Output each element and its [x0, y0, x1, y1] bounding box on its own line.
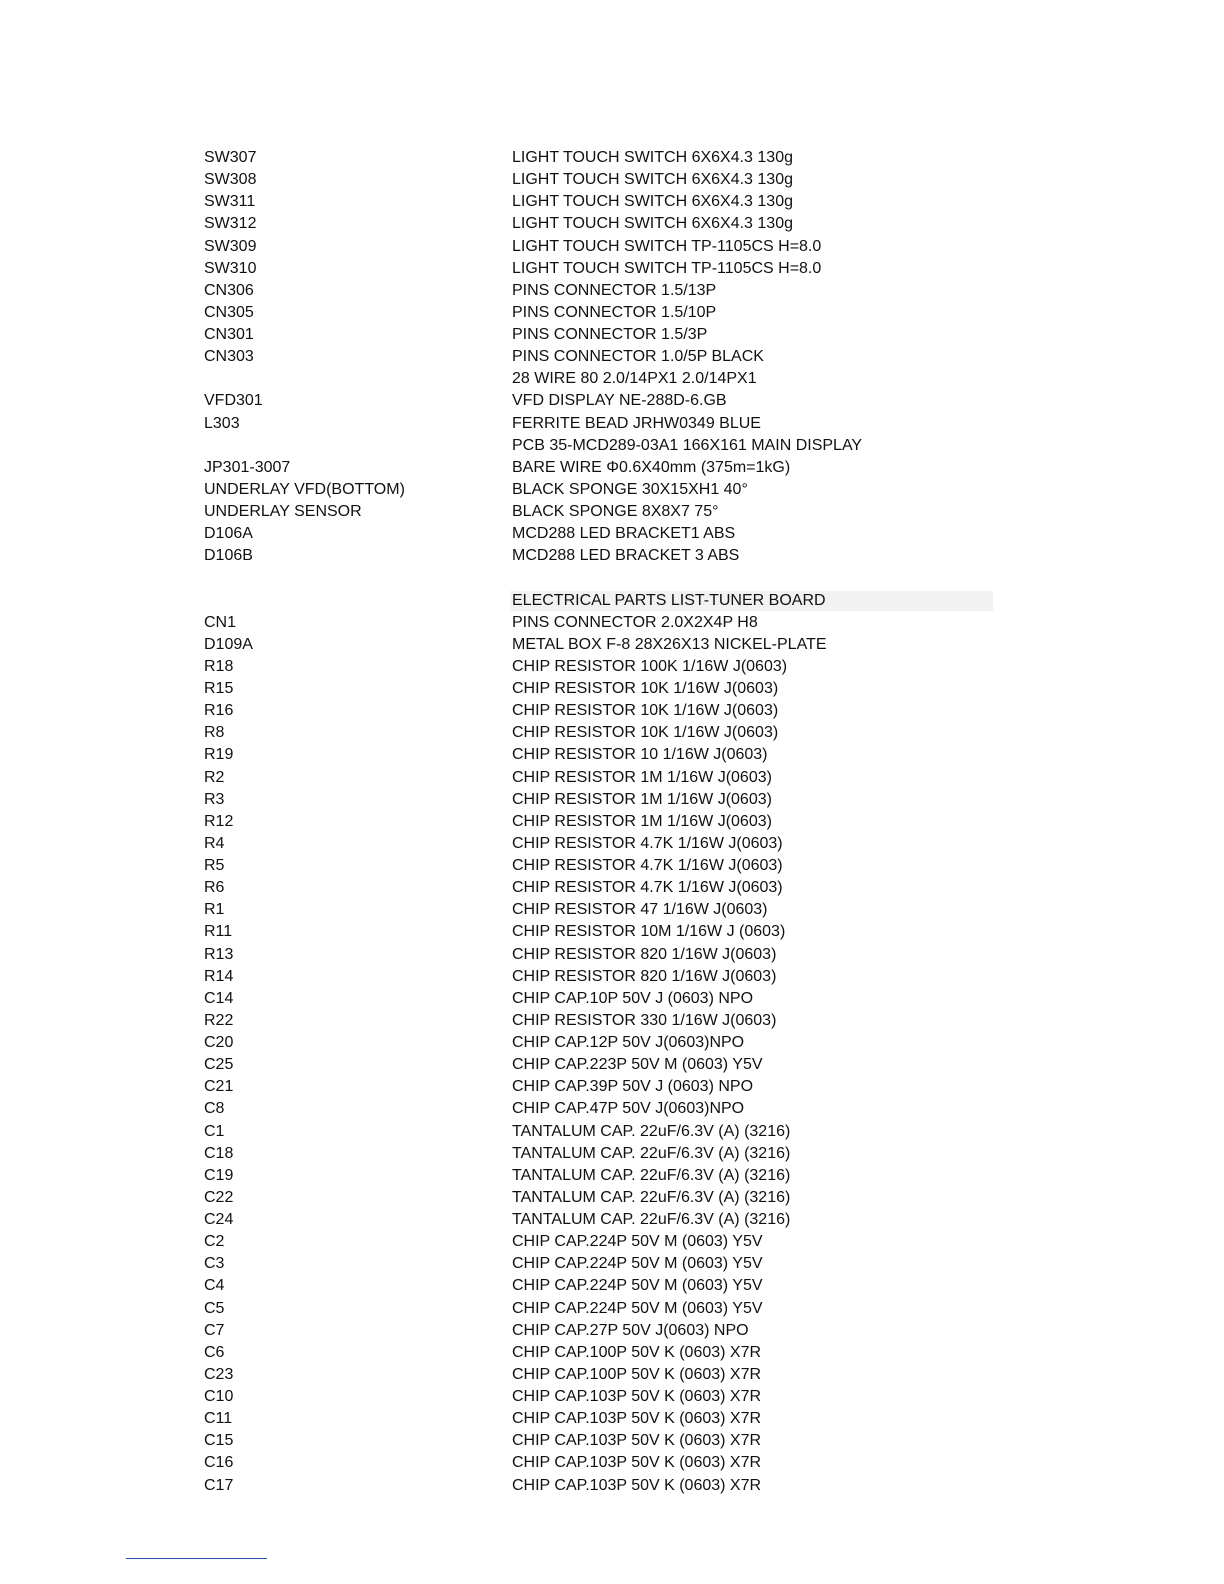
- part-reference: R15: [204, 680, 234, 697]
- part-reference: SW307: [204, 149, 257, 166]
- part-description: PINS CONNECTOR 1.5/13P: [512, 281, 717, 299]
- parts-row: [204, 191, 1004, 213]
- parts-row: [204, 1010, 1004, 1032]
- parts-row: [204, 236, 1004, 258]
- parts-row: [204, 501, 1004, 523]
- part-description: VFD DISPLAY NE-288D-6.GB: [512, 392, 727, 410]
- part-reference: C22: [204, 1188, 234, 1206]
- part-description: PCB 35-MCD289-03A1 166X161 MAIN DISPLAY: [512, 436, 863, 454]
- parts-row: [204, 1364, 1004, 1386]
- part-description: CHIP CAP.103P 50V K (0603) X7R: [512, 1454, 762, 1472]
- parts-row: [204, 1275, 1004, 1297]
- parts-row: [204, 700, 1004, 722]
- part-reference: C24: [204, 1211, 234, 1228]
- part-description: CHIP RESISTOR 4.7K 1/16W J(0603): [512, 834, 783, 852]
- part-reference: UNDERLAY VFD(BOTTOM): [204, 480, 405, 498]
- parts-row: [204, 258, 1004, 280]
- part-description: CHIP CAP.100P 50V K (0603) X7R: [512, 1343, 762, 1361]
- parts-row: [204, 1386, 1004, 1408]
- part-description: CHIP CAP.103P 50V K (0603) X7R: [512, 1388, 762, 1405]
- parts-row: [204, 1165, 1004, 1187]
- parts-row: [204, 789, 1004, 811]
- part-reference: SW309: [204, 237, 257, 255]
- part-description: METAL BOX F-8 28X26X13 NICKEL-PLATE: [512, 635, 827, 653]
- parts-row: [204, 302, 1004, 324]
- part-reference: R16: [204, 702, 234, 720]
- part-description: PINS CONNECTOR 1.5/10P: [512, 303, 717, 321]
- part-reference: R19: [204, 746, 234, 764]
- parts-row: [204, 899, 1004, 921]
- part-reference: C10: [204, 1388, 234, 1405]
- parts-row: [204, 1187, 1004, 1209]
- parts-list: [204, 147, 1004, 1497]
- part-description: CHIP CAP.27P 50V J(0603) NPO: [512, 1321, 749, 1339]
- part-reference: C7: [204, 1321, 225, 1339]
- part-description: CHIP RESISTOR 820 1/16W J(0603): [512, 967, 777, 985]
- part-description: CHIP CAP.103P 50V K (0603) X7R: [512, 1476, 762, 1494]
- part-description: PINS CONNECTOR 2.0X2X4P H8: [512, 613, 758, 631]
- part-reference: CN301: [204, 326, 254, 343]
- parts-row: [204, 656, 1004, 678]
- part-description: CHIP RESISTOR 4.7K 1/16W J(0603): [512, 879, 783, 897]
- parts-row: [204, 1209, 1004, 1231]
- parts-row: [204, 567, 1004, 589]
- part-reference: SW308: [204, 171, 257, 189]
- part-reference: C18: [204, 1144, 234, 1162]
- part-reference: C16: [204, 1454, 234, 1472]
- part-reference: C20: [204, 1034, 234, 1051]
- parts-row: [204, 1475, 1004, 1497]
- part-description: TANTALUM CAP. 22uF/6.3V (A) (3216): [512, 1166, 791, 1184]
- part-description: CHIP CAP.224P 50V M (0603) Y5V: [512, 1299, 763, 1317]
- part-reference: SW310: [204, 259, 257, 277]
- part-description: BLACK SPONGE 8X8X7 75°: [512, 503, 719, 520]
- parts-row: [204, 678, 1004, 700]
- parts-row: [204, 634, 1004, 656]
- part-description: TANTALUM CAP. 22uF/6.3V (A) (3216): [512, 1211, 791, 1228]
- part-reference: D106A: [204, 525, 253, 543]
- part-reference: VFD301: [204, 392, 263, 410]
- parts-row: [204, 833, 1004, 855]
- parts-row: [204, 1253, 1004, 1275]
- part-description: MCD288 LED BRACKET 3 ABS: [512, 547, 740, 565]
- parts-row: [204, 1032, 1004, 1054]
- section-title: ELECTRICAL PARTS LIST-TUNER BOARD: [512, 591, 826, 609]
- part-reference: R4: [204, 834, 225, 852]
- parts-row: [204, 811, 1004, 833]
- part-reference: CN306: [204, 281, 254, 299]
- parts-row: [204, 988, 1004, 1010]
- part-description: CHIP CAP.100P 50V K (0603) X7R: [512, 1365, 762, 1383]
- part-description: LIGHT TOUCH SWITCH TP-1105CS H=8.0: [512, 237, 822, 255]
- part-description: CHIP RESISTOR 10K 1/16W J(0603): [512, 680, 779, 697]
- part-reference: R22: [204, 1011, 234, 1029]
- part-reference: SW312: [204, 215, 257, 233]
- part-description: PINS CONNECTOR 1.5/3P: [512, 326, 708, 343]
- parts-row: [204, 435, 1004, 457]
- parts-row: [204, 1298, 1004, 1320]
- part-description: CHIP CAP.223P 50V M (0603) Y5V: [512, 1056, 763, 1074]
- part-description: CHIP RESISTOR 1M 1/16W J(0603): [512, 768, 772, 786]
- part-reference: R12: [204, 812, 234, 830]
- part-description: LIGHT TOUCH SWITCH 6X6X4.3 130g: [512, 149, 793, 166]
- part-reference: C15: [204, 1432, 234, 1450]
- part-description: MCD288 LED BRACKET1 ABS: [512, 525, 736, 543]
- part-description: CHIP RESISTOR 330 1/16W J(0603): [512, 1011, 777, 1029]
- part-reference: R14: [204, 967, 234, 985]
- part-description: CHIP RESISTOR 10K 1/16W J(0603): [512, 702, 779, 720]
- part-description: CHIP CAP.10P 50V J (0603) NPO: [512, 989, 754, 1007]
- part-reference: R1: [204, 901, 225, 919]
- parts-row: [204, 368, 1004, 390]
- parts-row: [204, 877, 1004, 899]
- parts-row: [204, 1076, 1004, 1098]
- part-reference: CN303: [204, 348, 254, 366]
- part-description: CHIP CAP.224P 50V M (0603) Y5V: [512, 1277, 763, 1295]
- part-description: TANTALUM CAP. 22uF/6.3V (A) (3216): [512, 1188, 791, 1206]
- part-reference: C8: [204, 1100, 225, 1118]
- part-description: LIGHT TOUCH SWITCH TP-1105CS H=8.0: [512, 259, 822, 277]
- parts-row: [204, 1320, 1004, 1342]
- part-reference: R5: [204, 857, 225, 874]
- parts-row: [204, 1408, 1004, 1430]
- part-reference: L303: [204, 414, 240, 432]
- part-description: TANTALUM CAP. 22uF/6.3V (A) (3216): [512, 1122, 791, 1140]
- parts-row: [204, 523, 1004, 545]
- parts-row: [204, 213, 1004, 235]
- parts-row: [204, 479, 1004, 501]
- parts-row: [204, 1342, 1004, 1364]
- part-description: CHIP RESISTOR 1M 1/16W J(0603): [512, 812, 772, 830]
- part-description: BLACK SPONGE 30X15XH1 40°: [512, 480, 748, 498]
- part-reference: R13: [204, 945, 234, 963]
- part-description: FERRITE BEAD JRHW0349 BLUE: [512, 414, 761, 432]
- parts-row: [204, 346, 1004, 368]
- part-description: CHIP CAP.224P 50V M (0603) Y5V: [512, 1233, 763, 1251]
- parts-row: [204, 966, 1004, 988]
- part-description: CHIP RESISTOR 10K 1/16W J(0603): [512, 724, 779, 742]
- part-reference: D109A: [204, 635, 253, 653]
- part-reference: C4: [204, 1277, 225, 1295]
- parts-row: [204, 1054, 1004, 1076]
- parts-row: [204, 280, 1004, 302]
- part-reference: CN305: [204, 303, 254, 321]
- parts-row: [204, 169, 1004, 191]
- parts-row: [204, 1121, 1004, 1143]
- parts-row: [204, 767, 1004, 789]
- part-description: TANTALUM CAP. 22uF/6.3V (A) (3216): [512, 1144, 791, 1162]
- section-heading-row: [204, 590, 1004, 612]
- part-reference: CN1: [204, 613, 237, 631]
- part-description: PINS CONNECTOR 1.0/5P BLACK: [512, 348, 764, 366]
- parts-row: [204, 1143, 1004, 1165]
- part-reference: JP301-3007: [204, 458, 291, 476]
- part-reference: C14: [204, 989, 234, 1007]
- part-reference: SW311: [204, 193, 256, 211]
- parts-row: [204, 722, 1004, 744]
- parts-row: [204, 921, 1004, 943]
- parts-row: [204, 413, 1004, 435]
- parts-row: [204, 1452, 1004, 1474]
- parts-row: [204, 1430, 1004, 1452]
- part-description: CHIP CAP.103P 50V K (0603) X7R: [512, 1410, 762, 1428]
- part-reference: R2: [204, 768, 225, 786]
- parts-row: [204, 1098, 1004, 1120]
- part-reference: C17: [204, 1476, 234, 1494]
- part-reference: C1: [204, 1122, 225, 1140]
- part-description: CHIP RESISTOR 47 1/16W J(0603): [512, 901, 768, 919]
- part-reference: C3: [204, 1255, 225, 1273]
- part-description: CHIP RESISTOR 820 1/16W J(0603): [512, 945, 777, 963]
- part-reference: R6: [204, 879, 225, 897]
- parts-row: [204, 855, 1004, 877]
- part-description: CHIP CAP.39P 50V J (0603) NPO: [512, 1078, 754, 1096]
- part-reference: C11: [204, 1410, 233, 1428]
- parts-row: [204, 545, 1004, 567]
- part-description: LIGHT TOUCH SWITCH 6X6X4.3 130g: [512, 171, 793, 189]
- part-reference: R18: [204, 657, 234, 675]
- part-reference: R3: [204, 790, 225, 808]
- part-description: LIGHT TOUCH SWITCH 6X6X4.3 130g: [512, 193, 793, 211]
- part-description: CHIP CAP.103P 50V K (0603) X7R: [512, 1432, 762, 1450]
- parts-row: [204, 457, 1004, 479]
- parts-row: [204, 612, 1004, 634]
- part-description: LIGHT TOUCH SWITCH 6X6X4.3 130g: [512, 215, 793, 233]
- part-reference: R8: [204, 724, 225, 742]
- part-description: CHIP RESISTOR 10 1/16W J(0603): [512, 746, 768, 764]
- part-reference: C21: [204, 1078, 234, 1096]
- part-description: CHIP RESISTOR 10M 1/16W J (0603): [512, 923, 786, 941]
- parts-row: [204, 1231, 1004, 1253]
- part-description: CHIP RESISTOR 100K 1/16W J(0603): [512, 657, 788, 675]
- parts-row: [204, 390, 1004, 412]
- part-description: CHIP RESISTOR 1M 1/16W J(0603): [512, 790, 772, 808]
- parts-row: [204, 744, 1004, 766]
- part-reference: C25: [204, 1056, 234, 1074]
- part-description: BARE WIRE Φ0.6X40mm (375m=1kG): [512, 458, 791, 476]
- footer-divider: [126, 1558, 267, 1559]
- part-reference: C5: [204, 1299, 225, 1317]
- part-reference: D106B: [204, 547, 253, 565]
- part-reference: C19: [204, 1166, 234, 1184]
- part-description: CHIP CAP.224P 50V M (0603) Y5V: [512, 1255, 763, 1273]
- part-reference: C23: [204, 1365, 234, 1383]
- parts-row: [204, 324, 1004, 346]
- part-reference: C2: [204, 1233, 225, 1251]
- part-reference: R11: [204, 923, 233, 941]
- part-reference: UNDERLAY SENSOR: [204, 503, 362, 520]
- part-description: CHIP CAP.12P 50V J(0603)NPO: [512, 1034, 745, 1051]
- parts-row: [204, 147, 1004, 169]
- parts-row: [204, 944, 1004, 966]
- part-reference: C6: [204, 1343, 225, 1361]
- part-description: 28 WIRE 80 2.0/14PX1 2.0/14PX1: [512, 370, 757, 388]
- part-description: CHIP CAP.47P 50V J(0603)NPO: [512, 1100, 745, 1118]
- part-description: CHIP RESISTOR 4.7K 1/16W J(0603): [512, 857, 783, 874]
